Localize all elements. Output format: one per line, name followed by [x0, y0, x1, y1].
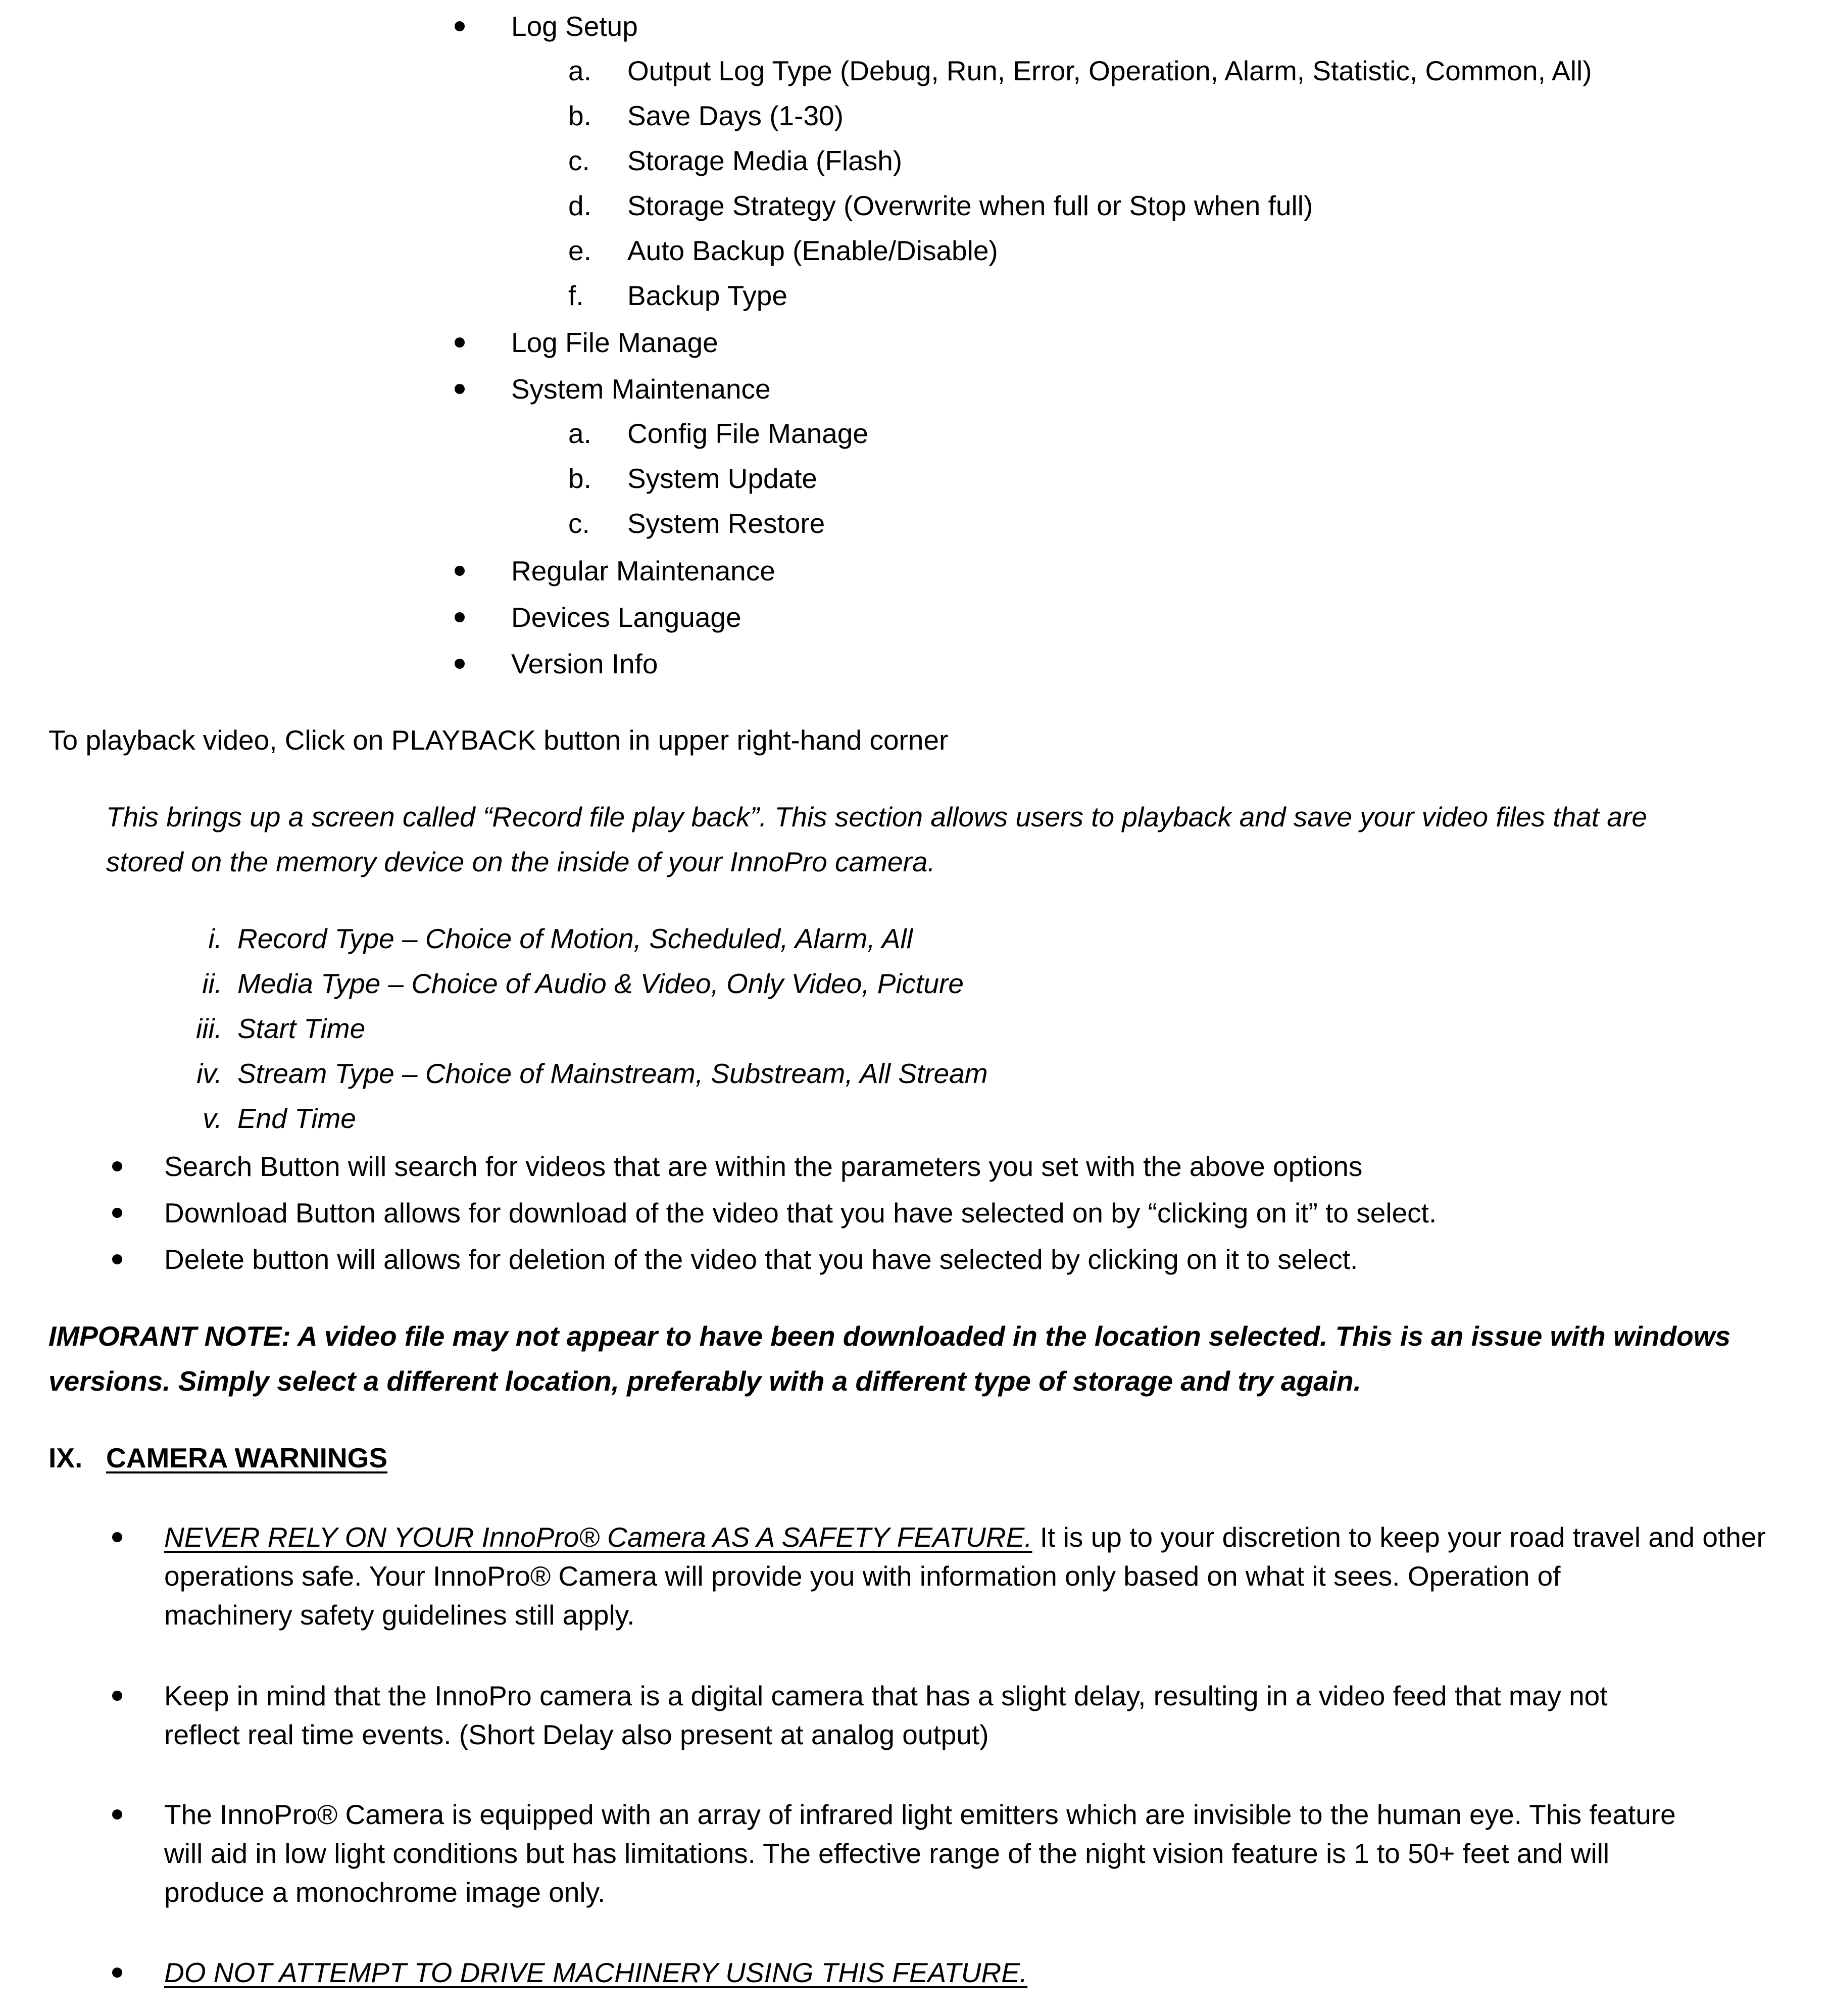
option-marker: ii.	[202, 968, 222, 999]
playback-option: Media Type – Choice of Audio & Video, Only Video, Picture	[237, 968, 964, 999]
log-setup-subitem: Storage Strategy (Overwrite when full or Stop when full)	[627, 190, 1313, 221]
warning-text: Keep in mind that the InnoPro camera is a digital camera that has a slight delay, resulting in a video feed that may not	[164, 1680, 1608, 1711]
log-setup-subitem: Auto Backup (Enable/Disable)	[627, 235, 998, 266]
sub-marker: b.	[568, 463, 591, 494]
warning-text: operations safe. Your InnoPro® Camera will provide you with information only based on what it sees. Operation of	[164, 1560, 1561, 1592]
section-title: CAMERA WARNINGS	[106, 1442, 388, 1473]
bullet-icon	[112, 1254, 122, 1264]
sub-marker: e.	[568, 235, 591, 266]
system-maintenance-subitem: Config File Manage	[627, 418, 868, 449]
regular-maintenance-item: Regular Maintenance	[511, 555, 775, 586]
sub-marker: a.	[568, 55, 591, 86]
delete-button-description: Delete button will allows for deletion of the video that you have selected by clicking on it to select.	[164, 1244, 1358, 1275]
option-marker: iv.	[196, 1058, 222, 1089]
bullet-icon	[112, 1691, 122, 1701]
warning-text: will aid in low light conditions but has limitations. The effective range of the night vision feature is 1 to 50+ feet and will	[164, 1838, 1610, 1869]
system-maintenance-subitem: System Update	[627, 463, 818, 494]
system-maintenance-item: System Maintenance	[511, 373, 771, 405]
log-setup-subitem: Backup Type	[627, 280, 787, 311]
log-setup-item: Log Setup	[511, 11, 638, 42]
log-setup-subitem: Output Log Type (Debug, Run, Error, Operation, Alarm, Statistic, Common, All)	[627, 55, 1592, 86]
bullet-icon	[455, 337, 465, 348]
bullet-icon	[112, 1161, 122, 1171]
log-setup-subitem: Storage Media (Flash)	[627, 145, 903, 176]
playback-option: Record Type – Choice of Motion, Scheduled, Alarm, All	[237, 923, 913, 954]
warning-text: reflect real time events. (Short Delay also present at analog output)	[164, 1719, 989, 1750]
playback-option: Start Time	[237, 1013, 366, 1044]
bullet-icon	[112, 1968, 122, 1978]
warning-text: The InnoPro® Camera is equipped with an array of infrared light emitters which are invisible to the human eye. This feature	[164, 1799, 1676, 1830]
option-marker: i.	[208, 923, 222, 954]
bullet-icon	[112, 1208, 122, 1218]
sub-marker: c.	[568, 508, 590, 539]
option-marker: v.	[203, 1103, 222, 1134]
log-setup-subitem: Save Days (1-30)	[627, 100, 844, 131]
warning-text: produce a monochrome image only.	[164, 1877, 606, 1908]
bullet-icon	[455, 384, 465, 394]
warning-text: It is up to your discretion to keep your road travel and other	[1032, 1521, 1766, 1553]
bullet-icon	[455, 612, 465, 622]
bullet-icon	[455, 659, 465, 669]
sub-marker: c.	[568, 145, 590, 176]
warning-text: machinery safety guidelines still apply.	[164, 1599, 635, 1631]
playback-option: End Time	[237, 1103, 356, 1134]
sub-marker: a.	[568, 418, 591, 449]
option-marker: iii.	[196, 1013, 222, 1044]
bullet-icon	[455, 566, 465, 576]
bullet-icon	[455, 21, 465, 31]
log-file-manage-item: Log File Manage	[511, 327, 718, 358]
playback-description: stored on the memory device on the inside of your InnoPro camera.	[106, 846, 935, 877]
warning-item	[164, 1519, 1766, 1555]
sub-marker: b.	[568, 100, 591, 131]
section-number: IX.	[48, 1442, 83, 1473]
devices-language-item: Devices Language	[511, 602, 741, 633]
system-maintenance-subitem: System Restore	[627, 508, 825, 539]
bullet-icon	[112, 1532, 122, 1542]
important-note: IMPORANT NOTE: A video file may not appear to have been downloaded in the location selected. This is an issue with windows	[48, 1320, 1731, 1352]
important-note: versions. Simply select a different location, preferably with a different type of storage and try again.	[48, 1365, 1361, 1397]
search-button-description: Search Button will search for videos that are within the parameters you set with the above options	[164, 1151, 1363, 1182]
playback-description: This brings up a screen called “Record file play back”. This section allows users to playback and save your video files that are	[106, 801, 1647, 832]
download-button-description: Download Button allows for download of the video that you have selected on by “clicking on it” to select.	[164, 1197, 1437, 1228]
version-info-item: Version Info	[511, 648, 658, 679]
warning-emphasis: DO NOT ATTEMPT TO DRIVE MACHINERY USING THIS FEATURE.	[164, 1957, 1028, 1988]
sub-marker: d.	[568, 190, 591, 221]
sub-marker: f.	[568, 280, 584, 311]
playback-option: Stream Type – Choice of Mainstream, Substream, All Stream	[237, 1058, 988, 1089]
playback-instruction: To playback video, Click on PLAYBACK button in upper right-hand corner	[48, 724, 949, 756]
warning-emphasis: NEVER RELY ON YOUR InnoPro® Camera AS A SAFETY FEATURE.	[164, 1521, 1032, 1553]
bullet-icon	[112, 1809, 122, 1820]
